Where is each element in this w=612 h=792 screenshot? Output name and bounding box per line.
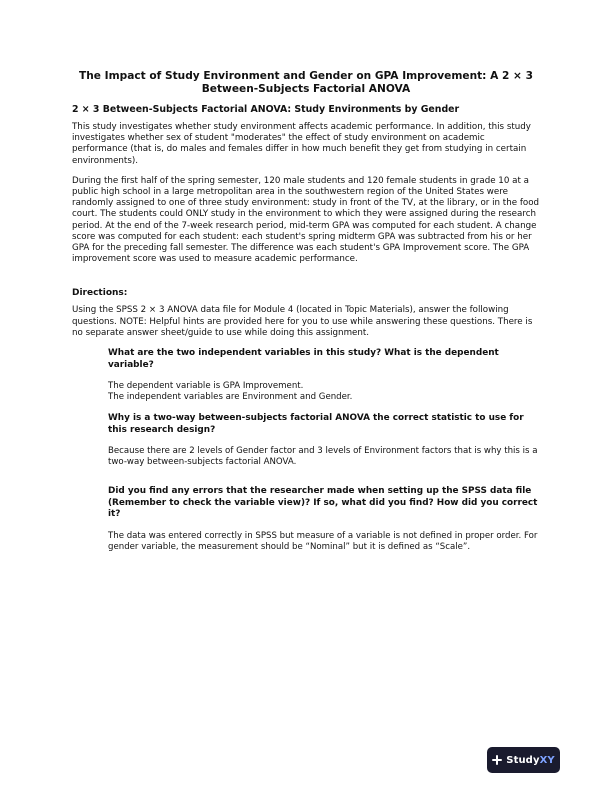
watermark-logo-text [506,755,554,766]
watermark-brand: Study [506,754,540,766]
intro-paragraph: During the first half of the spring semester, 120 male students and 120 female students in grade 10 at a public high school in a large metropolitan area in the southwestern region of the United States were randomly assigned to one of three study environment: study in front of the TV, at the library, or in the food court. The students could ONLY study in the environment to which they were assigned during the research period. At the end of the 7-week research period, mid-term GPA was computed for each student. A change score was computed for each student: each student's spring midterm GPA was subtracted from his or her GPA for the preceding fall semester. The difference was each student's GPA Improvement score. The GPA improvement score was used to measure academic performance. [72,175,540,265]
directions-heading: Directions: [72,288,128,299]
directions-text: Using the SPSS 2 × 3 ANOVA data file for Module 4 (located in Topic Materials), answer the following questions. NOTE: Helpful hints are provided here for you to use while answering these questions. There is no separate answer sheet/guide to use while doing this assignment. [72,305,533,338]
watermark-brand-accent: XY [539,754,555,766]
intro-paragraph: This study investigates whether study environment affects academic performance. In addition, this study investigates whether sex of student "moderates" the effect of study environment on academic performance (that is, do males and females differ in how much benefit they get from studying in certain environments). [72,122,531,166]
answer-text: Because there are 2 levels of Gender factor and 3 levels of Environment factors that is why this is a two-way between-subjects factorial ANOVA. [108,446,538,468]
answer-block [108,381,540,403]
answer-block [108,446,540,468]
question-text: Why is a two-way between-subjects factorial ANOVA the correct statistic to use for this research design? [108,413,524,435]
spacer [108,478,540,486]
question-text: Did you find any errors that the researcher made when setting up the SPSS data file (Remember to check the variable view)? If so, what did you find? How did you correct it? [108,486,538,520]
answer-block [108,531,540,553]
answer-text: The dependent variable is GPA Improvement. [108,381,304,392]
plus-icon [492,755,502,765]
document-subtitle: 2 × 3 Between-Subjects Factorial ANOVA: Study Environments by Gender [72,104,460,115]
studyxy-watermark[interactable] [487,747,560,773]
document-title: The Impact of Study Environment and Gender on GPA Improvement: A 2 × 3 Between-Subjects Factorial ANOVA [79,70,533,95]
answer-text: The independent variables are Environment and Gender. [108,392,353,403]
answer-text: The data was entered correctly in SPSS but measure of a variable is not defined in proper order. For gender variable, the measurement should be “Nominal” but it is defined as “Scale”. [108,530,538,552]
document-page [72,70,540,563]
question-list [108,348,540,553]
question-text: What are the two independent variables in this study? What is the dependent variable? [108,348,499,370]
